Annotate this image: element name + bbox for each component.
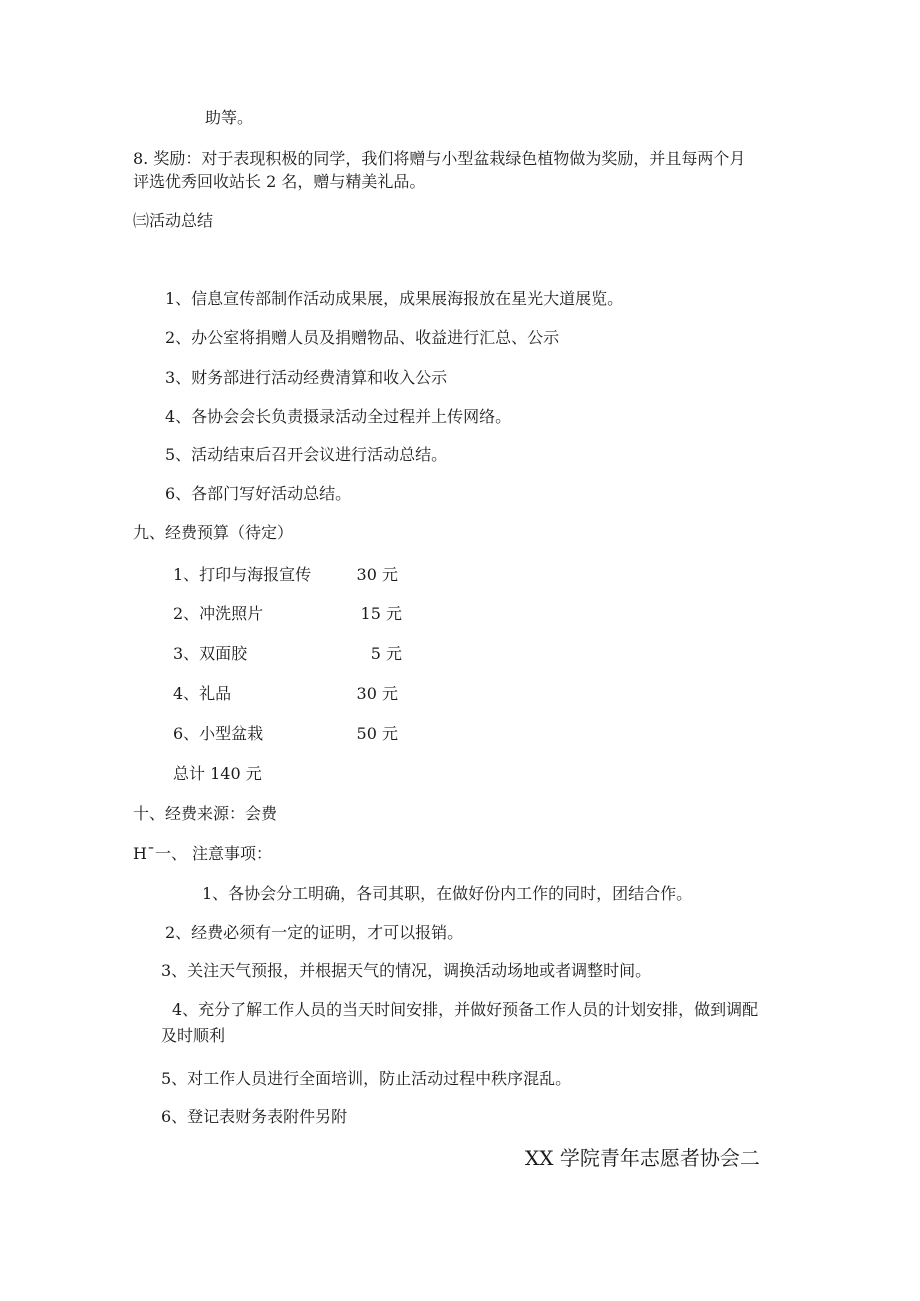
budget-item-amount: 30 元 bbox=[356, 684, 398, 703]
summary-item-3: 3、财务部进行活动经费清算和收入公示 bbox=[165, 368, 448, 387]
budget-item-amount: 5 元 bbox=[370, 644, 402, 663]
summary-item-2: 2、办公室将捐赠人员及捐赠物品、收益进行汇总、公示 bbox=[165, 328, 560, 347]
notes-item-2: 2、经费必须有一定的证明，才可以报销。 bbox=[165, 923, 464, 942]
notes-item-1: 1、各协会分工明确，各司其职，在做好份内工作的同时，团结合作。 bbox=[202, 884, 693, 903]
budget-item-label: 4、礼品 bbox=[173, 684, 232, 703]
budget-item-amount: 15 元 bbox=[360, 604, 402, 623]
summary-item-4: 4、各协会会长负责摄录活动全过程并上传网络。 bbox=[165, 407, 512, 426]
summary-item-5: 5、活动结束后召开会议进行活动总结。 bbox=[165, 445, 448, 464]
award-line-1: 8. 奖励：对于表现积极的同学，我们将赠与小型盆栽绿色植物做为奖励，并且每两个月 bbox=[133, 149, 746, 168]
budget-heading: 九、经费预算（待定） bbox=[133, 523, 294, 542]
notes-item-4: 4、充分了解工作人员的当天时间安排，并做好预备工作人员的计划安排，做到调配 bbox=[172, 1000, 759, 1019]
budget-item-label: 6、小型盆栽 bbox=[173, 724, 264, 743]
budget-item-amount: 30 元 bbox=[356, 565, 398, 584]
award-line-2: 评选优秀回收站长 2 名，赠与精美礼品。 bbox=[133, 172, 426, 191]
budget-item-amount: 50 元 bbox=[356, 724, 398, 743]
signature: XX 学院青年志愿者协会二 bbox=[525, 1146, 760, 1170]
summary-item-1: 1、信息宣传部制作活动成果展，成果展海报放在星光大道展览。 bbox=[165, 289, 624, 308]
budget-item-label: 3、双面胶 bbox=[173, 644, 248, 663]
budget-total: 总计 140 元 bbox=[173, 764, 262, 783]
summary-heading: ㈢活动总结 bbox=[133, 211, 214, 230]
funding-heading: 十、经费来源：会费 bbox=[133, 804, 278, 823]
notes-heading: Hˉ一、 注意事项： bbox=[133, 844, 273, 863]
summary-item-6: 6、各部门写好活动总结。 bbox=[165, 484, 352, 503]
notes-item-6: 6、登记表财务表附件另附 bbox=[161, 1107, 348, 1126]
notes-item-5: 5、对工作人员进行全面培训，防止活动过程中秩序混乱。 bbox=[161, 1069, 572, 1088]
notes-item-4-continued: 及时顺利 bbox=[161, 1026, 226, 1045]
continuation-text: 助等。 bbox=[205, 108, 254, 127]
notes-item-3: 3、关注天气预报，并根据天气的情况，调换活动场地或者调整时间。 bbox=[161, 961, 652, 980]
budget-item-label: 1、打印与海报宣传 bbox=[173, 565, 312, 584]
budget-item-label: 2、冲洗照片 bbox=[173, 604, 264, 623]
